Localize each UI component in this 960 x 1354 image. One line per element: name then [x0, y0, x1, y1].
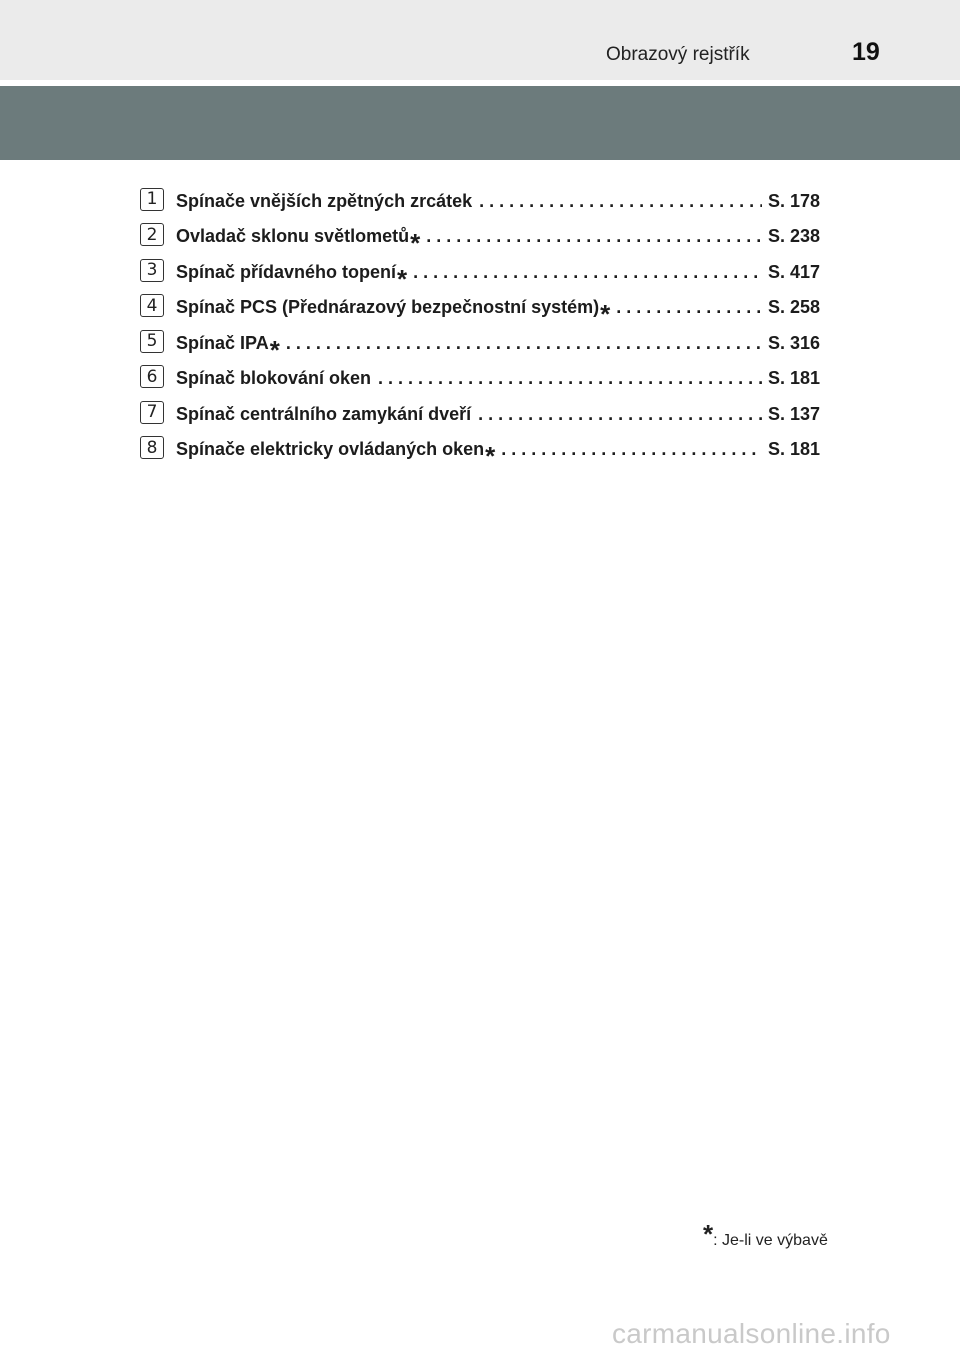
item-number-badge: 3 [140, 259, 164, 282]
dot-leader [501, 439, 762, 460]
dot-leader [378, 368, 762, 389]
page-ref-link[interactable]: S. 417 [767, 261, 820, 282]
item-number-badge: 6 [140, 365, 164, 388]
item-number-badge: 5 [140, 330, 164, 353]
item-label: Spínač PCS (Přednárazový bezpečnostní systém) [176, 297, 600, 317]
dot-leader [413, 262, 762, 283]
item-label: Spínač IPA [176, 332, 269, 353]
page-ref-link[interactable]: S. 258 [767, 297, 820, 317]
dot-leader [478, 404, 762, 425]
toc-item[interactable] [140, 389, 820, 425]
page-ref-link[interactable]: S. 238 [767, 226, 820, 246]
toc-item[interactable]: 8 Spínače elektricky ovládaných oken * . . . S. 181 [140, 425, 820, 461]
item-label: Ovladač sklonu světlometů [176, 226, 410, 246]
page-ref-link[interactable]: S. 178 [767, 190, 820, 211]
page-ref-link[interactable]: S. 181 [767, 368, 820, 388]
toc-item[interactable] [140, 176, 820, 212]
item-label: Spínače vnějších zpětných zrcátek [176, 190, 473, 211]
watermark: carmanualsonline.info [612, 1318, 891, 1349]
toc-item[interactable]: 4 Spínač PCS (Přednárazový bezpečnostní systém) * . . . S. 258 [140, 283, 820, 319]
item-number-badge: 4 [140, 294, 164, 317]
footnote-text: : Je-li ve výbavě [713, 1232, 828, 1249]
dot-leader [286, 333, 762, 354]
dot-leader [426, 226, 762, 247]
dot-leader [616, 297, 762, 318]
dot-leader [479, 191, 762, 212]
page-ref-link[interactable]: S. 181 [767, 439, 820, 459]
header-strip [0, 0, 960, 80]
page-ref-link[interactable]: S. 137 [767, 403, 820, 424]
page-ref-link[interactable]: S. 316 [767, 332, 820, 353]
item-label: Spínače elektricky ovládaných oken [176, 439, 485, 459]
toc-item[interactable] [140, 354, 820, 390]
item-label: Spínač blokování oken [176, 368, 372, 388]
toc-item[interactable]: 2 Ovladač sklonu světlometů * . . . S. 238 [140, 212, 820, 248]
item-label: Spínač centrálního zamykání dveří [176, 403, 472, 424]
page-number: 19 [852, 38, 880, 66]
illustration-band [0, 86, 960, 160]
item-number-badge: 1 [140, 188, 164, 211]
footnote [703, 1219, 828, 1250]
item-label: Spínač přídavného topení [176, 261, 397, 282]
item-number-badge: 2 [140, 223, 164, 246]
item-number-badge: 8 [140, 436, 164, 459]
toc-item[interactable]: 3 Spínač přídavného topení * . . . S. 417 [140, 247, 820, 283]
toc-list [140, 176, 820, 471]
item-number-badge: 7 [140, 401, 164, 424]
section-title: Obrazový rejstřík [606, 44, 750, 65]
toc-item[interactable]: 5 Spínač IPA * . . . S. 316 [140, 318, 820, 354]
footnote-star: * [703, 1219, 714, 1249]
